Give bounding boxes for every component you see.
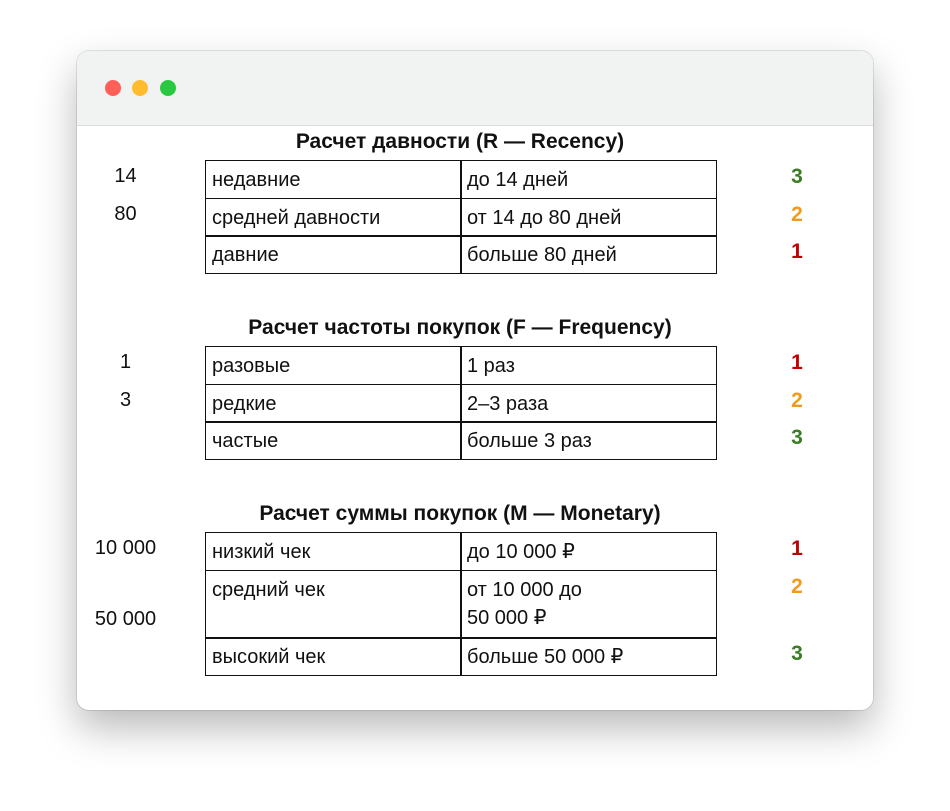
range-cell: больше 50 000 ₽	[460, 637, 717, 676]
segment-cell: низкий чек	[205, 532, 462, 571]
score-value: 1	[791, 240, 803, 263]
close-window-button[interactable]	[105, 80, 121, 96]
segment-cell: разовые	[205, 346, 462, 385]
title-bar	[77, 51, 873, 126]
range-cell: до 10 000 ₽	[460, 532, 717, 571]
segment-cell: частые	[205, 421, 462, 460]
range-line-1: от 10 000 до	[467, 578, 582, 601]
segment-cell: высокий чек	[205, 637, 462, 676]
score-value: 3	[791, 165, 803, 188]
monetary-table	[77, 532, 873, 679]
threshold-value: 3	[119, 388, 132, 411]
table-row	[77, 421, 873, 460]
table-row	[77, 570, 873, 639]
range-line-2: 50 000 ₽	[467, 606, 547, 629]
score-value: 2	[791, 202, 803, 226]
score-value: 3	[791, 426, 803, 449]
segment-cell: средней давности	[205, 198, 462, 237]
segment-cell: средний чек	[205, 570, 462, 639]
range-cell	[460, 570, 717, 639]
score-value: 3	[791, 642, 803, 665]
recency-table	[77, 160, 873, 277]
range-cell: 1 раз	[460, 346, 717, 385]
table-row	[77, 532, 873, 571]
table-row	[77, 235, 873, 274]
maximize-window-button[interactable]	[160, 80, 176, 96]
segment-cell: недавние	[205, 160, 462, 199]
table-row	[77, 346, 873, 385]
score-value: 1	[791, 537, 803, 560]
minimize-window-button[interactable]	[132, 80, 148, 96]
section-title: Расчет частоты покупок (F — Frequency)	[248, 316, 672, 339]
rfm-content	[77, 126, 873, 710]
threshold-value: 10 000	[94, 537, 157, 559]
table-row	[77, 637, 873, 676]
score-value: 2	[791, 574, 803, 598]
range-cell: больше 3 раз	[460, 421, 717, 460]
frequency-table	[77, 346, 873, 463]
range-cell: до 14 дней	[460, 160, 717, 199]
range-cell: больше 80 дней	[460, 235, 717, 274]
range-cell: 2–3 раза	[460, 384, 717, 423]
app-window	[77, 51, 873, 710]
table-row	[77, 198, 873, 237]
segment-cell: редкие	[205, 384, 462, 423]
threshold-value: 50 000	[94, 607, 157, 630]
score-value: 1	[791, 351, 803, 374]
range-cell: от 14 до 80 дней	[460, 198, 717, 237]
section-title: Расчет суммы покупок (M — Monetary)	[259, 502, 661, 525]
section-title: Расчет давности (R — Recency)	[295, 130, 625, 153]
threshold-value: 1	[119, 351, 132, 373]
table-row	[77, 160, 873, 199]
table-row	[77, 384, 873, 423]
threshold-value: 80	[114, 202, 137, 225]
threshold-value: 14	[114, 165, 137, 187]
score-value: 2	[791, 388, 803, 412]
segment-cell: давние	[205, 235, 462, 274]
